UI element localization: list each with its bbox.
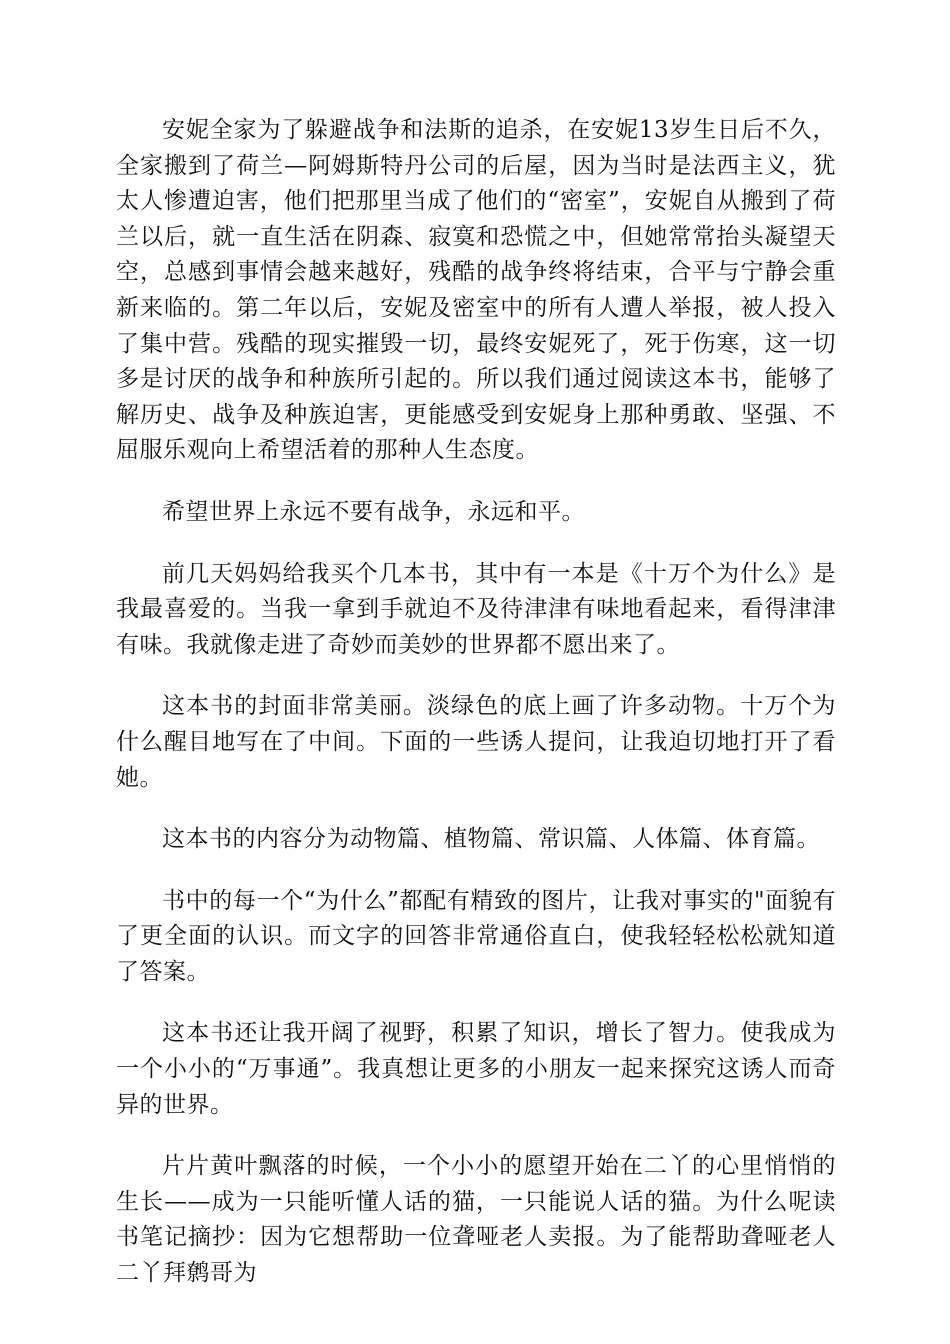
paragraph: 这本书的内容分为动物篇、植物篇、常识篇、人体篇、体育篇。	[162, 826, 820, 853]
document-body	[116, 113, 836, 1318]
paragraph: 这本书还让我开阔了视野，积累了知识，增长了智力。使我成为一个小小的“万事通”。我真想让更多的小朋友一起来探究这诱人而奇异的世界。	[116, 1020, 836, 1118]
paragraph: 片片黄叶飘落的时候，一个小小的愿望开始在二丫的心里悄悄的生长——成为一只能听懂人话的猫，一只能说人话的猫。为什么呢读书笔记摘抄：因为它想帮助一位聋哑老人卖报。为了能帮助聋哑老人二丫拜鹩哥为	[116, 1153, 836, 1287]
paragraph: 书中的每一个“为什么”都配有精致的图片，让我对事实的"面貌有了更全面的认识。而文字的回答非常通俗直白，使我轻轻松松就知道了答案。	[116, 887, 836, 985]
paragraph: 希望世界上永远不要有战争，永远和平。	[162, 498, 585, 525]
paragraph: 这本书的封面非常美丽。淡绿色的底上画了许多动物。十万个为什么醒目地写在了中间。下面的一些诱人提问，让我迫切地打开了看她。	[116, 693, 836, 791]
paragraph: 前几天妈妈给我买个几本书，其中有一本是《十万个为什么》是我最喜爱的。当我一拿到手就迫不及待津津有味地看起来，看得津津有味。我就像走进了奇妙而美妙的世界都不愿出来了。	[116, 560, 836, 658]
paragraph: 安妮全家为了躲避战争和法斯的追杀，在安妮13岁生日后不久，全家搬到了荷兰—阿姆斯特丹公司的后屋，因为当时是法西主义，犹太人惨遭迫害，他们把那里当成了他们的“密室”，安妮自从搬到了荷兰以后，就一直生活在阴森、寂寞和恐慌之中，但她常常抬头凝望天空，总感到事情会越来越好，残酷的战争终将结束，合平与宁静会重新来临的。第二年以后，安妮及密室中的所有人遭人举报，被人投入了集中营。残酷的现实摧毁一切，最终安妮死了，死于伤寒，这一切多是讨厌的战争和种族所引起的。所以我们通过阅读这本书，能够了解历史、战争及种族迫害，更能感受到安妮身上那种勇敢、坚强、不屈服乐观向上希望活着的那种人生态度。	[116, 117, 836, 464]
